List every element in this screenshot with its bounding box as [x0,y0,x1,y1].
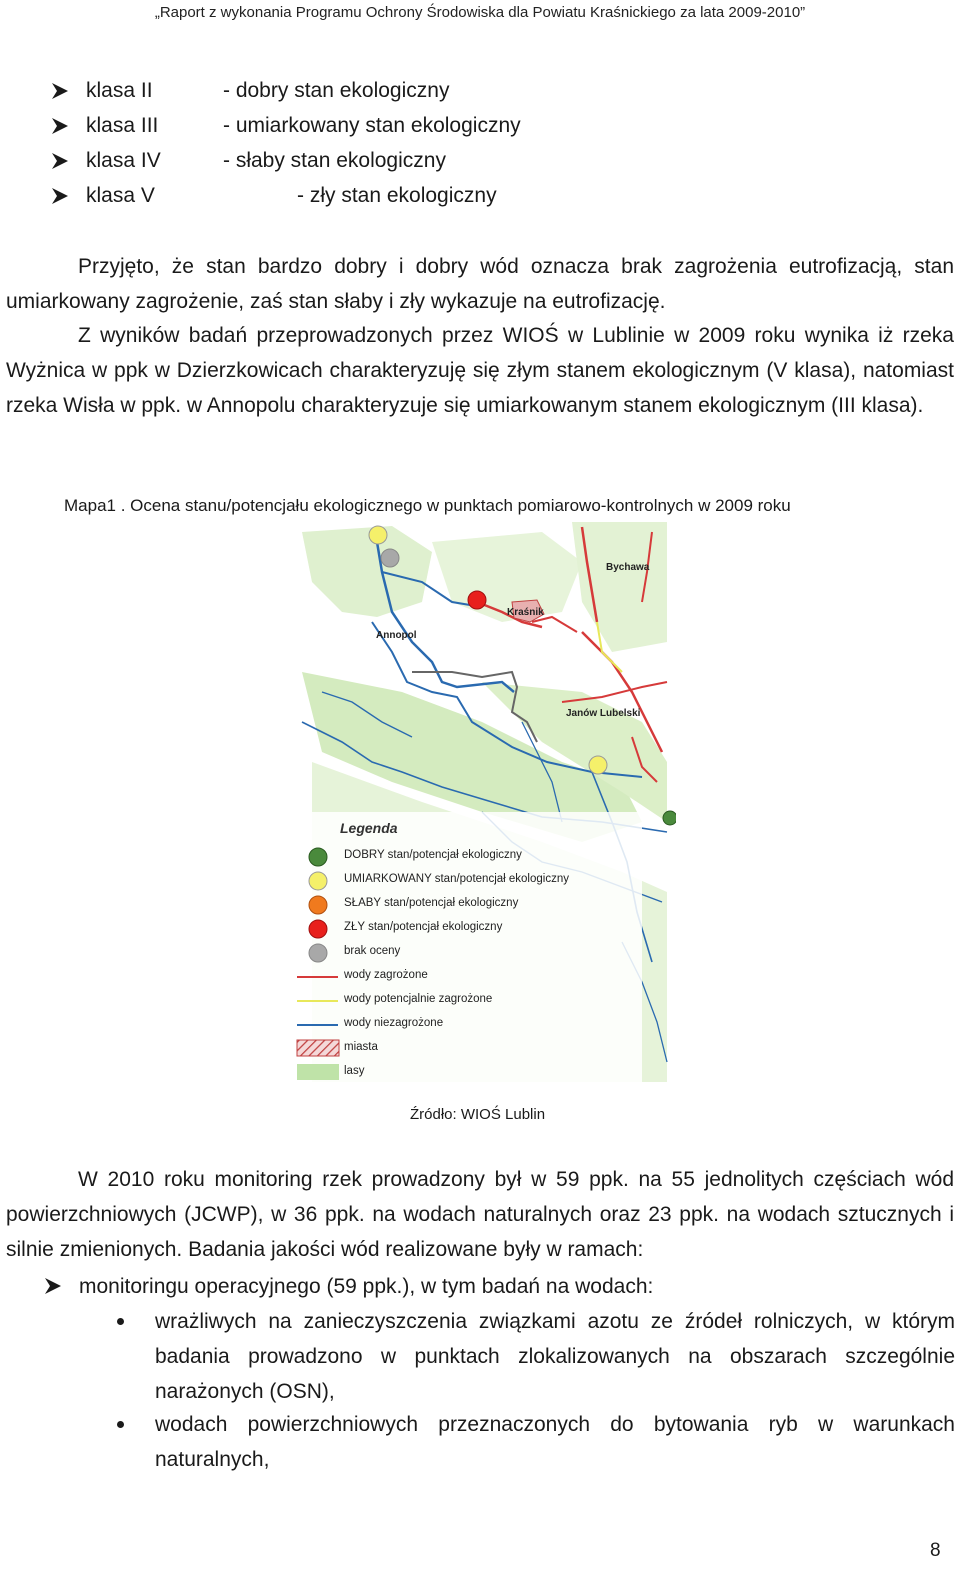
map-source: Źródło: WIOŚ Lublin [410,1106,546,1123]
sub-list-item [155,1407,955,1477]
legend-item: UMIARKOWANY stan/potencjał ekologiczny [344,873,569,885]
paragraph-text: Z wyników badań przeprowadzonych przez WIOŚ w Lublinie w 2009 roku wynika iż rzeka Wyżnica w ppk w Dzierzkowicach charakteryzuję się złym stanem ekologicznym (V klasa), natomiast rzeka Wisła w ppk. w Annopolu charakteryzuje się umiarkowanym stanem ekologicznym (III klasa). [6,324,954,417]
list-item-text: monitoringu operacyjnego (59 ppk.), w tym badań na wodach: [79,1275,654,1298]
class-label: klasa V [86,184,155,207]
class-description: - zły stan ekologiczny [297,184,497,207]
legend-item: ZŁY stan/potencjał ekologiczny [344,921,503,933]
class-label: klasa IV [86,149,161,172]
arrow-bullet-icon [50,181,70,211]
document-header: „Raport z wykonania Programu Ochrony Środowiska dla Powiatu Kraśnickiego za lata 2009-2010” [154,4,806,21]
class-label: klasa III [86,114,159,137]
legend-item: DOBRY stan/potencjał ekologiczny [344,849,522,861]
legend-item: SŁABY stan/potencjał ekologiczny [344,897,519,909]
bullet-icon [117,1421,124,1428]
paragraph-eutrophication [6,249,954,319]
class-label: klasa II [86,79,153,102]
legend-item: wody potencjalnie zagrożone [344,993,493,1005]
map-town-label: Bychawa [606,562,650,573]
map-town-label: Kraśnik [507,607,544,618]
paragraph-text: W 2010 roku monitoring rzek prowadzony był w 59 ppk. na 55 jednolitych częściach wód powierzchniowych (JCWP), w 36 ppk. na wodach naturalnych oraz 23 ppk. na wodach sztucznych i silnie zmienionych. Badania jakości wód realizowane były w ramach: [6,1168,954,1261]
class-row [0,181,960,211]
class-row [0,111,960,141]
map-legend-title: Legenda [340,820,398,836]
class-description: - umiarkowany stan ekologiczny [223,114,521,137]
legend-item: wody zagrożone [344,969,428,981]
map-graphic [282,522,676,1092]
map-town-label: Annopol [376,630,417,641]
map-caption: Mapa1 . Ocena stanu/potencjału ekologicznego w punktach pomiarowo-kontrolnych w 2009 roku [64,496,791,515]
map-town-label: Janów Lubelski [566,708,641,719]
legend-item: miasta [344,1041,378,1053]
sub-list-item-text: wrażliwych na zanieczyszczenia związkami azotu ze źródeł rolniczych, w którym badania prowadzono w punktach zlokalizowanych na obszarach szczególnie narażonych (OSN), [155,1310,955,1403]
class-description: - dobry stan ekologiczny [223,79,450,102]
paragraph-results [6,318,954,423]
arrow-bullet-icon [50,76,70,106]
list-item [0,1269,960,1304]
class-row [0,76,960,106]
arrow-bullet-icon [50,111,70,141]
legend-item: brak oceny [344,945,401,957]
arrow-bullet-icon [43,1271,63,1301]
arrow-bullet-icon [50,146,70,176]
class-description: - słaby stan ekologiczny [223,149,446,172]
legend-item: lasy [344,1065,365,1077]
paragraph-text: Przyjęto, że stan bardzo dobry i dobry wód oznacza brak zagrożenia eutrofizacją, stan umiarkowany zagrożenie, zaś stan słaby i zły wykazuje na eutrofizację. [6,255,954,313]
bullet-icon [117,1318,124,1325]
page-number: 8 [930,1540,941,1561]
map-figure [282,522,676,1092]
class-row [0,146,960,176]
legend-item: wody niezagrożone [344,1017,444,1029]
sub-list-item [155,1304,955,1409]
sub-list-item-text: wodach powierzchniowych przeznaczonych do bytowania ryb w warunkach naturalnych, [155,1413,955,1471]
paragraph-monitoring [6,1162,954,1267]
